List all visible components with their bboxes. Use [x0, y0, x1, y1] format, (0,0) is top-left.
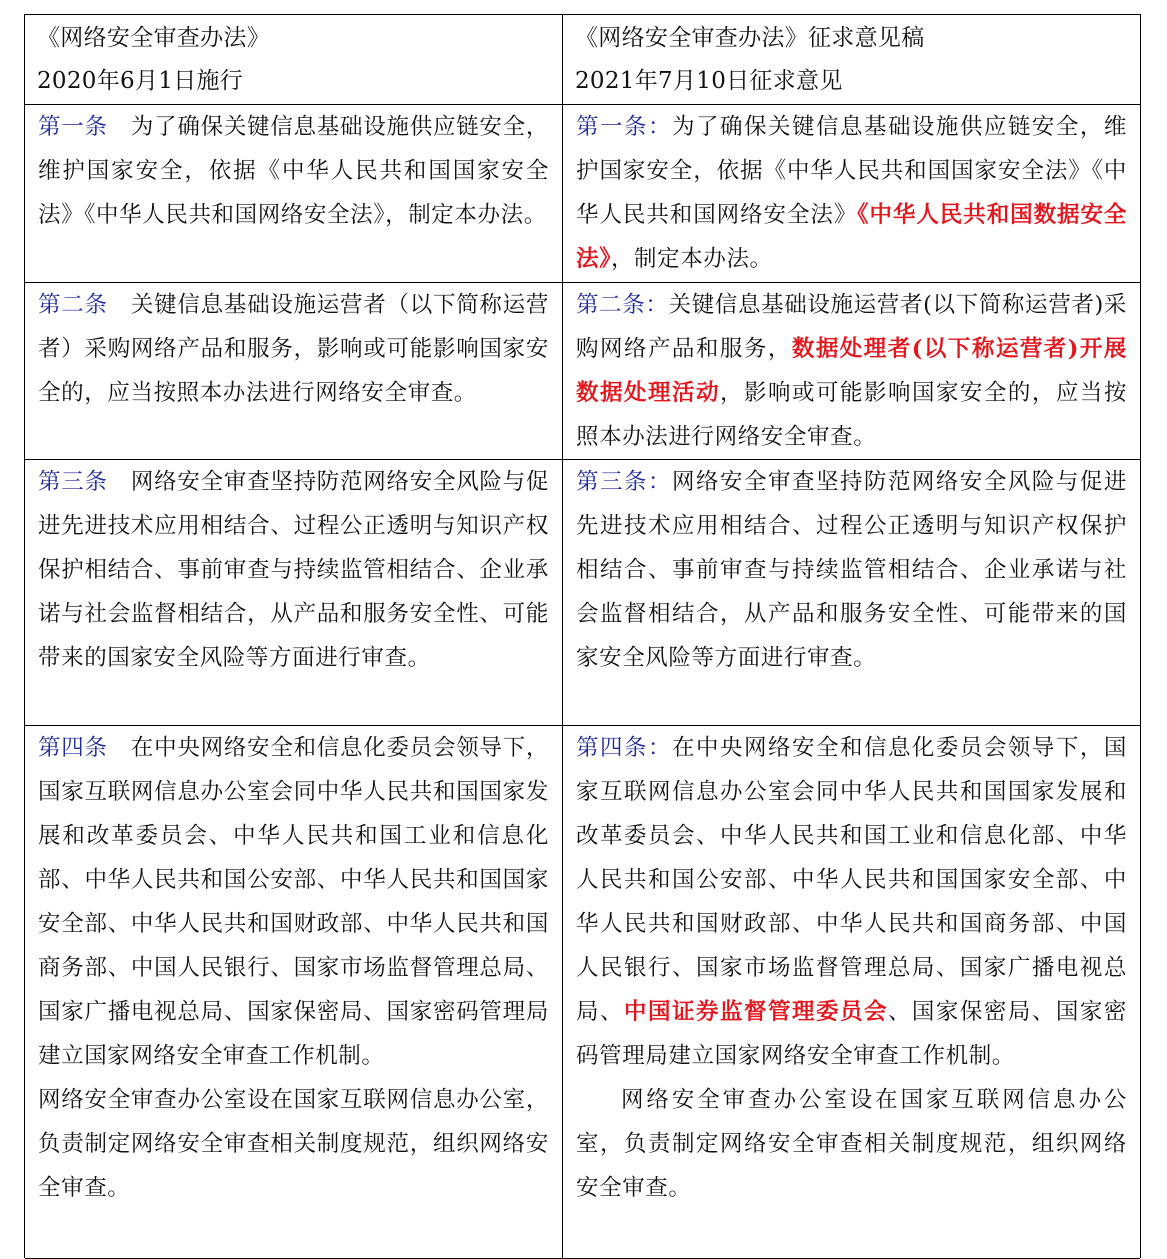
article-3-draft [563, 460, 1140, 725]
table-row [25, 726, 1140, 1259]
header-cell-left [25, 15, 563, 104]
article-4-right-added: 中国证券监督管理委员会 [624, 999, 888, 1025]
article-2-draft [563, 283, 1140, 459]
article-1-right-number: 第一条： [576, 114, 672, 140]
article-2-right-added: 数据处理者(以下称运营者)开展数据处理活动 [576, 336, 1127, 406]
article-1-draft [563, 105, 1140, 282]
header-left-date: 2020年6月1日施行 [37, 68, 244, 94]
header-right-date: 2021年7月10日征求意见 [575, 68, 843, 94]
article-1-left-text: 为了确保关键信息基础设施供应链安全，维护国家安全，依据《中华人民共和国国家安全法》《中华人民共和国网络安全法》，制定本办法。 [38, 114, 549, 228]
header-left-title: 《网络安全审查办法》 [37, 25, 270, 51]
article-4-right-text-end: 、国家保密局、国家密码管理局建立国家网络安全审查工作机制。 [576, 999, 1127, 1069]
header-cell-right [563, 15, 1140, 104]
article-3-right-number: 第三条： [576, 469, 672, 495]
article-2-right-text-end: ，影响或可能影响国家安全的，应当按照本办法进行网络安全审查。 [576, 380, 1128, 450]
table-row [25, 105, 1140, 283]
article-4-draft [563, 726, 1140, 1258]
article-4-original [25, 726, 563, 1258]
article-4-left-text: 在中央网络安全和信息化委员会领导下，国家互联网信息办公室会同中华人民共和国国家发展和改革委员会、中华人民共和国工业和信息化部、中华人民共和国公安部、中华人民共和国国家安全部、中华人民共和国财政部、中华人民共和国商务部、中国人民银行、国家市场监督管理总局、国家广播电视总局、国家保密局、国家密码管理局建立国家网络安全审查工作机制。 [38, 735, 549, 1069]
article-2-left-text: 关键信息基础设施运营者（以下简称运营者）采购网络产品和服务，影响或可能影响国家安全的，应当按照本办法进行网络安全审查。 [38, 292, 549, 406]
article-2-right-number: 第二条： [576, 292, 669, 318]
article-2-left-number: 第二条 [38, 292, 108, 318]
article-3-left-text: 网络安全审查坚持防范网络安全风险与促进先进技术应用相结合、过程公正透明与知识产权保护相结合、事前审查与持续监管相结合、企业承诺与社会监督相结合，从产品和服务安全性、可能带来的国家安全风险等方面进行审查。 [38, 469, 549, 671]
article-1-left-number: 第一条 [38, 114, 108, 140]
article-1-right-added: 《中华人民共和国数据安全法》 [576, 202, 1127, 272]
table-row [25, 460, 1140, 726]
article-4-right-paragraph-2: 网络安全审查办公室设在国家互联网信息办公室，负责制定网络安全审查相关制度规范，组织网络安全审查。 [576, 1087, 1127, 1201]
article-3-right-text: 网络安全审查坚持防范网络安全风险与促进先进技术应用相结合、过程公正透明与知识产权保护相结合、事前审查与持续监管相结合、企业承诺与社会监督相结合，从产品和服务安全性、可能带来的国家安全风险等方面进行审查。 [576, 469, 1127, 671]
header-right-title: 《网络安全审查办法》征求意见稿 [575, 25, 925, 51]
article-2-right-text: 关键信息基础设施运营者(以下简称运营者)采购网络产品和服务， [576, 292, 1127, 362]
article-3-original [25, 460, 563, 725]
article-3-left-number: 第三条 [38, 469, 108, 495]
article-4-left-paragraph-2: 网络安全审查办公室设在国家互联网信息办公室，负责制定网络安全审查相关制度规范，组织网络安全审查。 [38, 1087, 549, 1201]
article-1-right-text-end: ，制定本办法。 [610, 246, 773, 272]
article-2-original [25, 283, 563, 459]
article-4-right-number: 第四条： [576, 735, 672, 761]
article-4-right-text: 在中央网络安全和信息化委员会领导下，国家互联网信息办公室会同中华人民共和国国家发展和改革委员会、中华人民共和国工业和信息化部、中华人民共和国公安部、中华人民共和国国家安全部、中华人民共和国财政部、中华人民共和国商务部、中国人民银行、国家市场监督管理总局、国家广播电视总局、 [576, 735, 1127, 1025]
article-1-original [25, 105, 563, 282]
article-1-right-text: 为了确保关键信息基础设施供应链安全，维护国家安全，依据《中华人民共和国国家安全法》《中华人民共和国网络安全法》 [576, 114, 1127, 228]
table-header-row [25, 15, 1140, 105]
comparison-table [24, 14, 1141, 1258]
article-4-left-number: 第四条 [38, 735, 108, 761]
table-row [25, 283, 1140, 460]
